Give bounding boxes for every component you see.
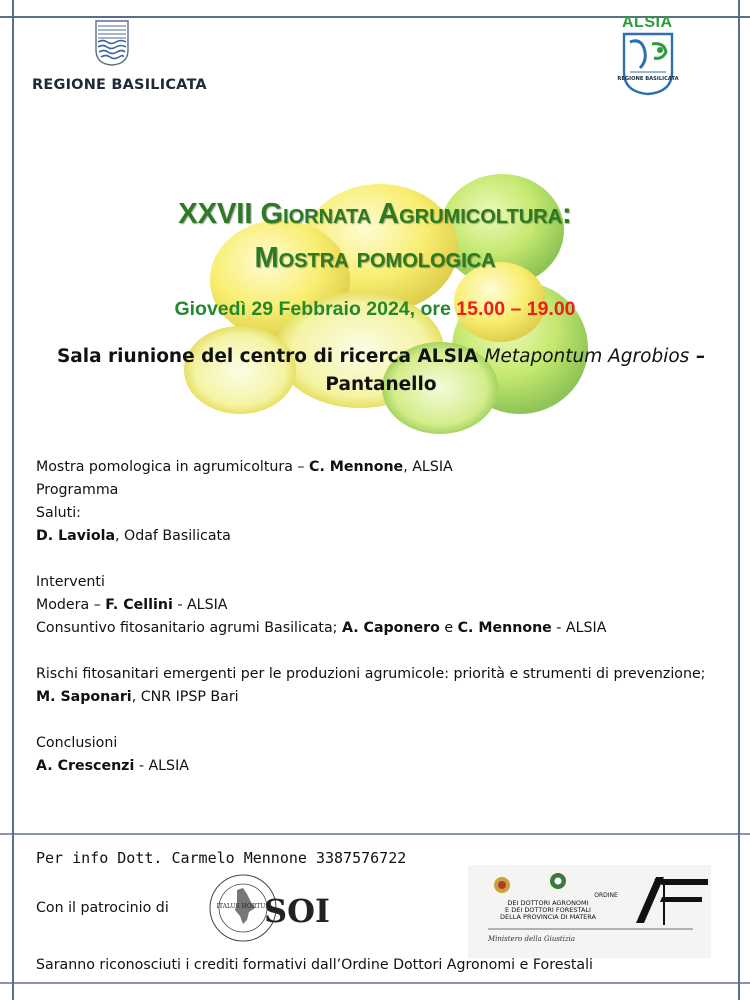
odaf-text-line3: E DEI DOTTORI FORESTALI (505, 906, 591, 914)
program-line-moderator: Modera – F. Cellini - ALSIA (36, 597, 228, 613)
alsia-logo-text: ALSIA (622, 14, 673, 31)
program-heading: Programma (36, 482, 119, 498)
odaf-text-line2: DEI DOTTORI AGRONOMI (507, 899, 589, 907)
bottom-rule (0, 982, 750, 984)
regione-basilicata-logo (32, 20, 207, 100)
alsia-badge-caption: REGIONE BASILICATA (617, 76, 679, 82)
contact-info: Per info Dott. Carmelo Mennone 3387576722 (36, 849, 407, 867)
odaf-ministry-text: Ministero della Giustizia (488, 935, 576, 943)
odaf-matera-logo (468, 865, 711, 958)
venue-line2: Pantanello (325, 374, 437, 395)
venue-italic-name: Metapontum Agrobios (484, 346, 690, 367)
venue-name: Sala riunione del centro di ricerca ALSIA (56, 346, 485, 367)
program-conclusions-label: Conclusioni (36, 735, 118, 751)
regione-logo-text: REGIONE BASILICATA (32, 77, 207, 93)
event-title-line1: XXVII Giornata Agrumicoltura: (178, 198, 572, 230)
event-date-text: Giovedì 29 Febbraio 2024, ore (174, 298, 457, 320)
event-title-line2: Mostra pomologica (254, 242, 496, 274)
program-line-exhibition: Mostra pomologica in agrumicoltura – C. Mennone, ALSIA (36, 459, 453, 475)
patronage-label: Con il patrocinio di (36, 900, 169, 916)
program-line-talk2: Rischi fitosanitari emergenti per le produzioni agrumicole: priorità e strumenti di prevenzione; M. Saponari, CNR IPSP Bari (36, 666, 706, 705)
left-rule (12, 0, 14, 1000)
alsia-badge-icon (617, 32, 679, 96)
right-rule (738, 0, 740, 1000)
soi-ring-text: ITALUS HORTUS (216, 903, 270, 910)
event-time-range: 15.00 – 19.00 (456, 298, 576, 320)
program-greetings-label: Saluti: (36, 505, 81, 521)
regione-shield-icon (95, 20, 129, 66)
program-talks-label: Interventi (36, 574, 105, 590)
odaf-text-line1: ORDINE (594, 892, 618, 899)
credits-notice: Saranno riconosciuti i crediti formativi dall’Ordine Dottori Agronomi e Forestali (36, 957, 593, 973)
venue-dash: – (689, 346, 706, 367)
event-title (0, 192, 750, 280)
program-section (36, 456, 716, 778)
program-line-talk1: Consuntivo fitosanitario agrumi Basilicata; A. Caponero e C. Mennone - ALSIA (36, 620, 607, 636)
alsia-logo (617, 14, 690, 98)
odaf-text-line4: DELLA PROVINCIA DI MATERA (500, 913, 596, 921)
soi-letters: SOI (264, 892, 330, 930)
event-date (0, 298, 750, 321)
program-line-conclusions: A. Crescenzi - ALSIA (36, 758, 189, 774)
footer-rule (0, 833, 750, 835)
event-venue (36, 343, 726, 399)
soi-logo (207, 872, 330, 944)
program-line-greetings: D. Laviola, Odaf Basilicata (36, 528, 231, 544)
